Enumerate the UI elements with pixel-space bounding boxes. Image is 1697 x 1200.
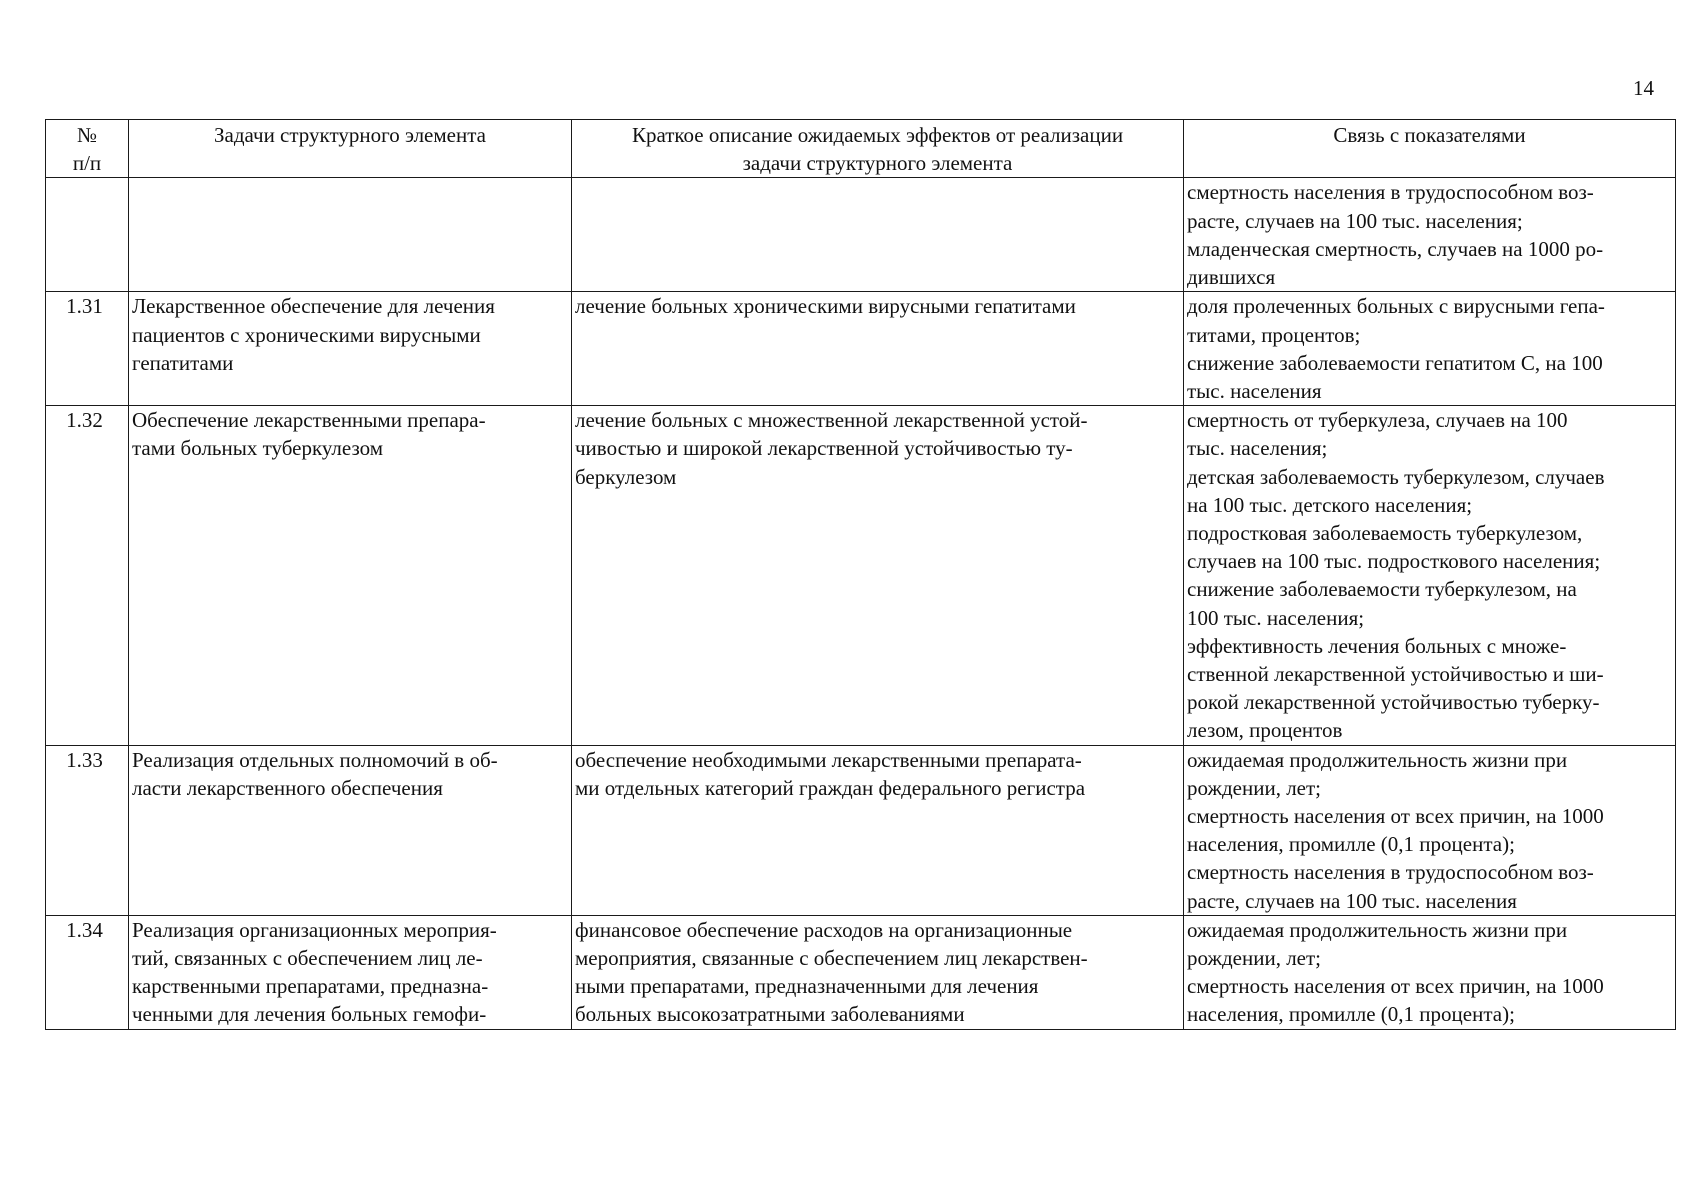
header-task [129,120,572,178]
header-indicators [1184,120,1676,178]
row-number: 1.34 [46,915,129,1029]
row-number [46,178,129,292]
row-description: лечение больных с множественной лекарственной устой- чивостью и широкой лекарственной устойчивостью ту- беркулезом [572,406,1184,745]
row-indicators: ожидаемая продолжительность жизни при рождении, лет; смертность населения от всех причин, на 1000 населения, промилле (0,1 процента); смертность населения в трудоспособном воз- расте, случаев на 100 тыс. населения [1184,745,1676,915]
table-header [46,120,1676,178]
header-number-line-1: № [76,123,98,147]
row-number: 1.33 [46,745,129,915]
header-indicators-label: Связь с показателями [1333,123,1526,147]
header-description-line-1: Краткое описание ожидаемых эффектов от реализации [631,123,1124,147]
table-body [46,178,1676,1029]
row-task: Реализация организационных мероприя- тий, связанных с обеспечением лиц ле- карственными препаратами, предназна- ченными для лечения больных гемофи- [129,915,572,1029]
row-task: Реализация отдельных полномочий в об- ласти лекарственного обеспечения [129,745,572,915]
row-indicators: ожидаемая продолжительность жизни при рождении, лет; смертность населения от всех причин, на 1000 населения, промилле (0,1 процента); [1184,915,1676,1029]
table-row [46,178,1676,292]
row-number: 1.31 [46,292,129,406]
header-row [46,120,1676,178]
header-task-label: Задачи структурного элемента [214,123,486,147]
table-row [46,915,1676,1029]
header-description [572,120,1184,178]
table-row [46,292,1676,406]
header-description-line-2: задачи структурного элемента [742,151,1013,176]
header-number-line-2: п/п [72,151,102,176]
indicators-table [45,119,1676,1030]
row-number: 1.32 [46,406,129,745]
row-task: Обеспечение лекарственными препара- тами больных туберкулезом [129,406,572,745]
page-number: 14 [1633,76,1654,100]
table-row [46,745,1676,915]
row-task: Лекарственное обеспечение для лечения пациентов с хроническими вирусными гепатитами [129,292,572,406]
header-number [46,120,129,178]
row-indicators: смертность населения в трудоспособном воз- расте, случаев на 100 тыс. населения; младенческая смертность, случаев на 1000 ро- дившихся [1184,178,1676,292]
row-description [572,178,1184,292]
table-row [46,406,1676,745]
row-task [129,178,572,292]
row-description: лечение больных хроническими вирусными гепатитами [572,292,1184,406]
row-indicators: доля пролеченных больных с вирусными гепа- титами, процентов; снижение заболеваемости гепатитом С, на 100 тыс. населения [1184,292,1676,406]
row-indicators: смертность от туберкулеза, случаев на 100 тыс. населения; детская заболеваемость туберкулезом, случаев на 100 тыс. детского населения; подростковая заболеваемость туберкулезом, случаев на 100 тыс. подросткового населения; снижение заболеваемости туберкулезом, на 100 тыс. населения; эффективность лечения больных с множе- ственной лекарственной устойчивостью и ши- рокой лекарственной устойчивостью туберку- лезом, процентов [1184,406,1676,745]
row-description: финансовое обеспечение расходов на организационные мероприятия, связанные с обеспечением лиц лекарствен- ными препаратами, предназначенными для лечения больных высокозатратными заболеваниями [572,915,1184,1029]
row-description: обеспечение необходимыми лекарственными препарата- ми отдельных категорий граждан федерального регистра [572,745,1184,915]
